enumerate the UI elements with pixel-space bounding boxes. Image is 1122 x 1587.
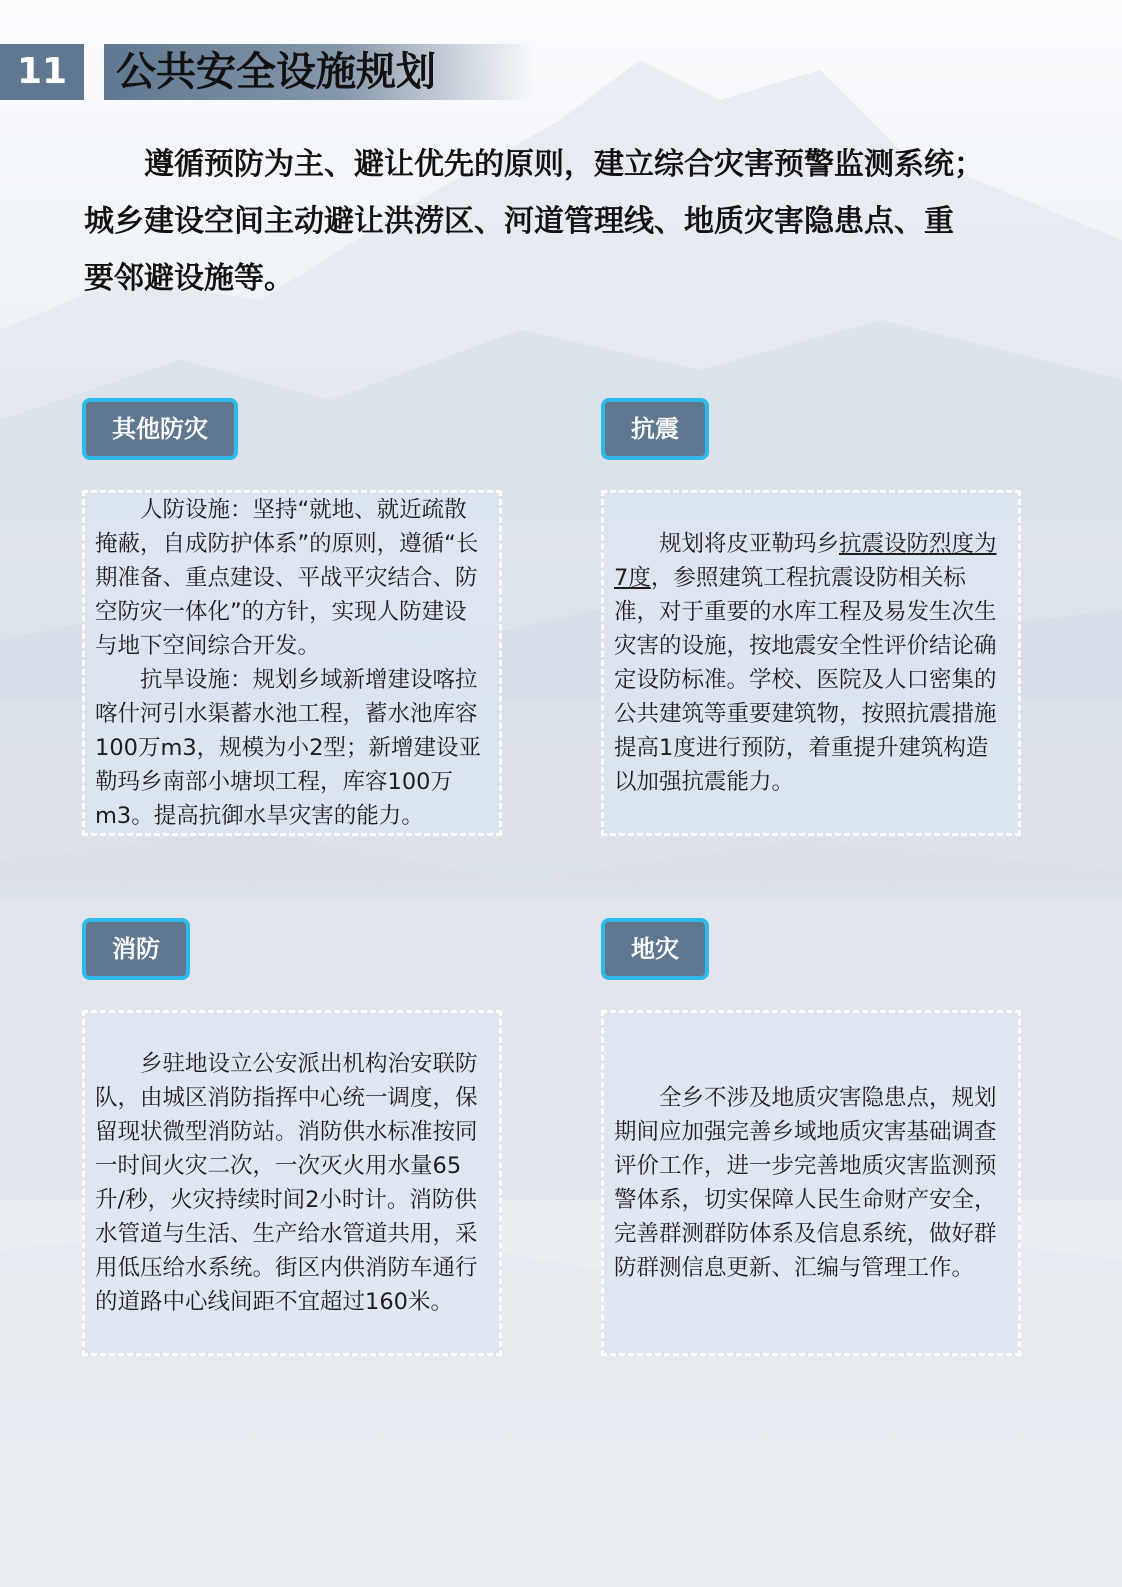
title-bar — [104, 44, 534, 100]
card-seismic — [601, 490, 1021, 836]
tag-geo-hazard: 地灾 — [601, 918, 709, 980]
card-geo-hazard — [601, 1010, 1021, 1356]
seismic-paragraph — [604, 527, 1018, 799]
card-other-disaster — [82, 490, 502, 836]
page-title: 公共安全设施规划 — [116, 49, 436, 95]
page-number-badge: 11 — [0, 44, 84, 100]
intro-line-3: 要邻避设施等。 — [84, 261, 294, 296]
seismic-intensity: 抗震设防烈度为7度 — [614, 531, 997, 591]
seismic-text-b: ，参照建筑工程抗震设防相关标准，对于重要的水库工程及易发生次生灾害的设施，按地震安全性评价结论确定设防标准。学校、医院及人口密集的公共建筑等重要建筑物，按照抗震措施提高1度进行预防，着重提升建筑构造以加强抗震能力。 — [614, 565, 997, 795]
tag-fire: 消防 — [82, 918, 190, 980]
fire-paragraph: 乡驻地设立公安派出机构治安联防队，由城区消防指挥中心统一调度，保留现状微型消防站。消防供水标准按同一时间火灾二次，一次灭火用水量65升/秒，火灾持续时间2小时计。消防供水管道与生活、生产给水管道共用，采用低压给水系统。街区内供消防车通行的道路中心线间距不宜超过160米。 — [95, 1051, 478, 1315]
card-fire — [82, 1010, 502, 1356]
intro-line-2: 城乡建设空间主动避让洪涝区、河道管理线、地质灾害隐患点、重 — [84, 204, 954, 239]
seismic-text-a: 规划将皮亚勒玛乡 — [659, 531, 840, 557]
other-disaster-para-civil-defense: 人防设施：坚持“就地、就近疏散掩蔽，自成防护体系”的原则，遵循“长期准备、重点建设、平战平灾结合、防空防灾一体化”的方针，实现人防建设与地下空间综合开发。 — [95, 497, 479, 659]
other-disaster-para-drought: 抗旱设施：规划乡域新增建设喀拉喀什河引水渠蓄水池工程，蓄水池库容100万m3，规模为小2型；新增建设亚勒玛乡南部小塘坝工程，库容100万m3。提高抗御水旱灾害的能力。 — [95, 667, 481, 829]
geo-hazard-paragraph: 全乡不涉及地质灾害隐患点，规划期间应加强完善乡域地质灾害基础调查评价工作，进一步完善地质灾害监测预警体系，切实保障人民生命财产安全，完善群测群防体系及信息系统，做好群防群测信息更新、汇编与管理工作。 — [614, 1085, 997, 1281]
tag-seismic: 抗震 — [601, 398, 709, 460]
tag-other-disaster: 其他防灾 — [82, 398, 238, 460]
intro-paragraph — [84, 136, 1044, 307]
intro-line-1: 遵循预防为主、避让优先的原则，建立综合灾害预警监测系统； — [144, 147, 984, 182]
